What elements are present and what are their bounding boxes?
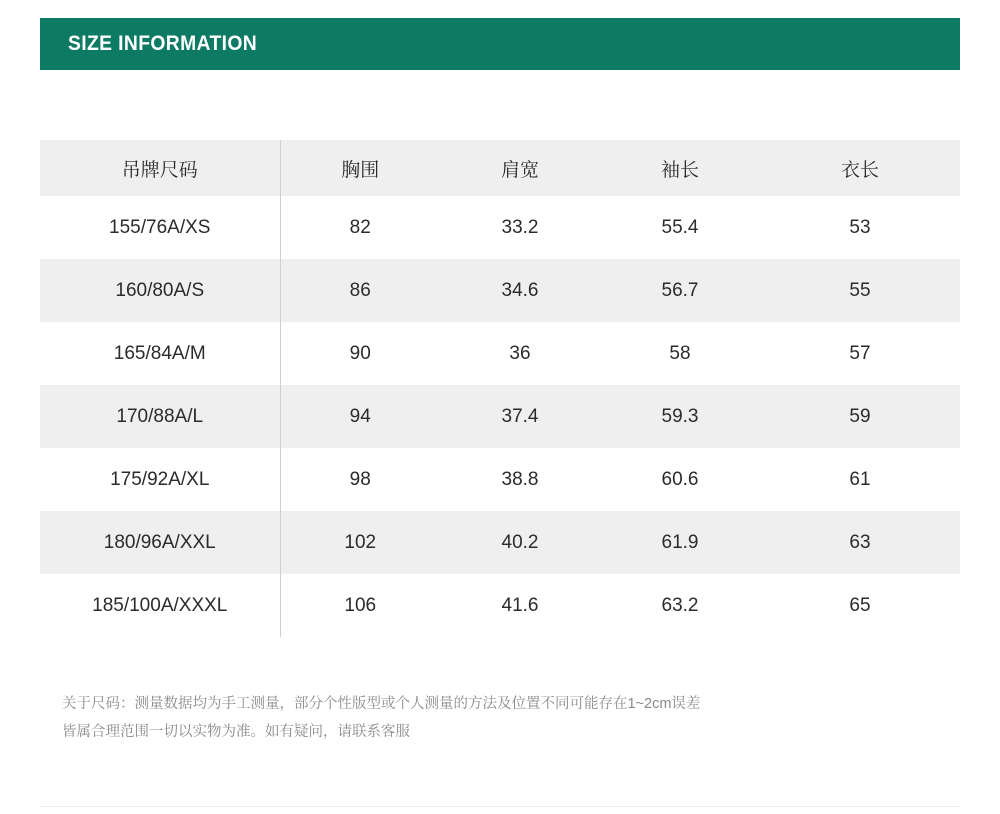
cell-sleeve: 55.4 — [600, 196, 760, 259]
column-header-bust: 胸围 — [280, 140, 440, 196]
cell-shoulder: 34.6 — [440, 259, 600, 322]
cell-length: 59 — [760, 385, 960, 448]
cell-tag-size: 155/76A/XS — [40, 196, 280, 259]
cell-bust: 94 — [280, 385, 440, 448]
cell-shoulder: 38.8 — [440, 448, 600, 511]
cell-sleeve: 63.2 — [600, 574, 760, 637]
size-note-line-1: 关于尺码：测量数据均为手工测量，部分个性版型或个人测量的方法及位置不同可能存在1~2cm误差 — [62, 696, 701, 712]
size-chart-table — [40, 140, 961, 637]
table-row — [40, 385, 960, 448]
cell-shoulder: 41.6 — [440, 574, 600, 637]
size-information-header — [40, 18, 960, 70]
cell-shoulder: 40.2 — [440, 511, 600, 574]
cell-shoulder: 33.2 — [440, 196, 600, 259]
cell-length: 63 — [760, 511, 960, 574]
cell-tag-size: 170/88A/L — [40, 385, 280, 448]
bottom-divider — [40, 806, 960, 807]
cell-bust: 82 — [280, 196, 440, 259]
page-title: SIZE INFORMATION — [68, 32, 258, 55]
cell-sleeve: 59.3 — [600, 385, 760, 448]
cell-bust: 86 — [280, 259, 440, 322]
cell-sleeve: 56.7 — [600, 259, 760, 322]
cell-shoulder: 37.4 — [440, 385, 600, 448]
table-row — [40, 259, 960, 322]
cell-tag-size: 185/100A/XXXL — [40, 574, 280, 637]
cell-tag-size: 160/80A/S — [40, 259, 280, 322]
cell-length: 55 — [760, 259, 960, 322]
cell-sleeve: 58 — [600, 322, 760, 385]
cell-bust: 98 — [280, 448, 440, 511]
cell-bust: 106 — [280, 574, 440, 637]
cell-tag-size: 180/96A/XXL — [40, 511, 280, 574]
cell-shoulder: 36 — [440, 322, 600, 385]
cell-sleeve: 61.9 — [600, 511, 760, 574]
cell-length: 53 — [760, 196, 960, 259]
cell-bust: 90 — [280, 322, 440, 385]
cell-length: 57 — [760, 322, 960, 385]
table-header — [40, 140, 960, 196]
table-row — [40, 574, 960, 637]
column-header-length: 衣长 — [760, 140, 960, 196]
cell-tag-size: 165/84A/M — [40, 322, 280, 385]
column-header-sleeve: 袖长 — [600, 140, 760, 196]
column-header-tag-size: 吊牌尺码 — [40, 140, 280, 196]
table-header-row — [40, 140, 960, 196]
table-row — [40, 196, 960, 259]
cell-length: 65 — [760, 574, 960, 637]
table-row — [40, 511, 960, 574]
cell-bust: 102 — [280, 511, 440, 574]
cell-tag-size: 175/92A/XL — [40, 448, 280, 511]
table-row — [40, 448, 960, 511]
table-body — [40, 196, 960, 637]
cell-sleeve: 60.6 — [600, 448, 760, 511]
column-header-shoulder: 肩宽 — [440, 140, 600, 196]
table-row — [40, 322, 960, 385]
cell-length: 61 — [760, 448, 960, 511]
size-note — [62, 690, 952, 746]
size-note-line-2: 皆属合理范围一切以实物为准。如有疑问，请联系客服 — [62, 724, 410, 740]
